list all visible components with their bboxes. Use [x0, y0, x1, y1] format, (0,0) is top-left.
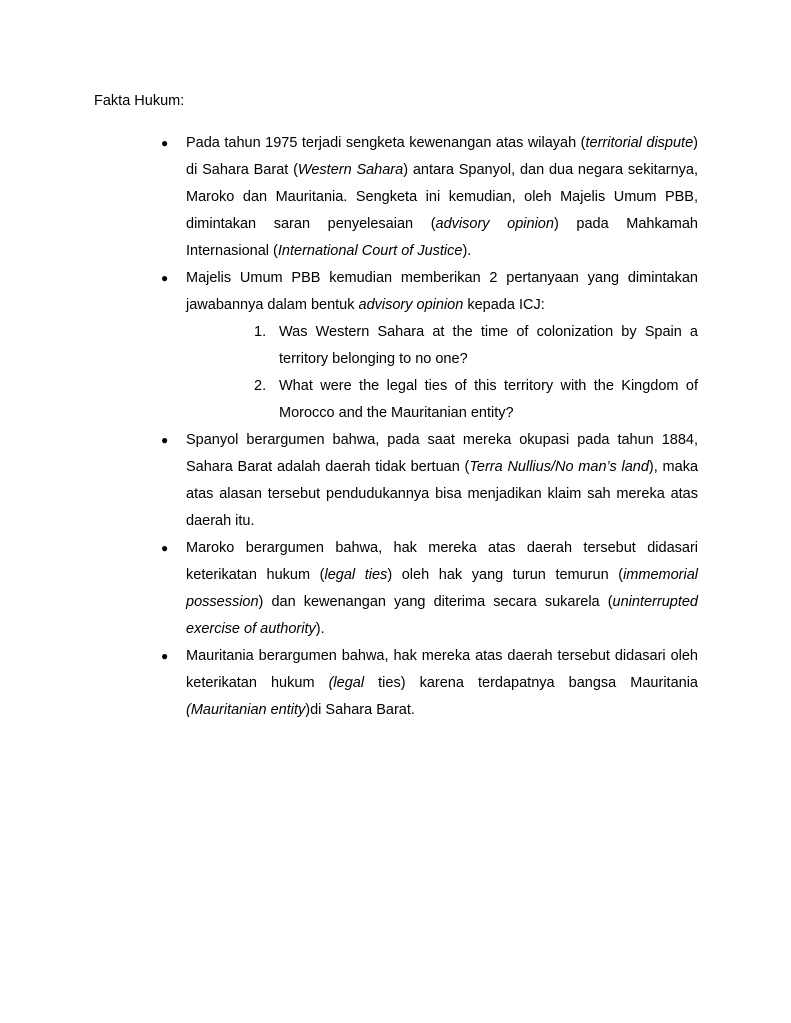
italic-term: Terra Nullius/No man’s land [469, 459, 649, 475]
text-run: )di Sahara Barat. [305, 702, 415, 718]
question-text: What were the legal ties of this territory with the Kingdom of Morocco and the Mauritanian entity? [279, 378, 698, 421]
italic-term: advisory opinion [435, 216, 554, 232]
bullet-text [186, 535, 698, 643]
italic-term: (legal [328, 675, 365, 691]
bullet-dot-icon: ● [161, 541, 169, 555]
bullet-dot-icon: ● [161, 649, 169, 663]
question-list [186, 319, 698, 427]
bullet-text [186, 130, 698, 265]
question-item [254, 319, 698, 373]
text-run: ). [315, 621, 325, 637]
italic-term: International Court of Justice [277, 243, 463, 259]
text-run: ) dan kewenangan yang diterima secara sukarela ( [258, 594, 613, 610]
italic-term: Western Sahara [297, 162, 404, 178]
italic-term: (Mauritanian entity [186, 702, 306, 718]
italic-term: legal ties [324, 567, 388, 583]
text-run: ) antara Spanyol, dan dua negara sekitarnya, Maroko dan Mauritania. Sengketa ini kemudian, oleh Majelis Umum PBB, dimintakan saran penyelesaian ( [186, 162, 698, 232]
italic-term: uninterrupted exercise of authority [186, 594, 698, 637]
text-run: Maroko berargumen bahwa, hak mereka atas daerah tersebut didasari keterikatan hukum ( [186, 540, 698, 583]
text-run: kepada ICJ: [463, 297, 545, 313]
facts-list [161, 130, 699, 724]
text-run: Mauritania berargumen bahwa, hak mereka atas daerah tersebut didasari oleh keterikatan hukum [186, 648, 698, 691]
bullet-text [186, 427, 698, 535]
text-run: ties) karena terdapatnya bangsa Mauritania [364, 675, 698, 691]
question-number: 1. [254, 324, 267, 340]
bullet-text [186, 265, 698, 319]
bullet-item [161, 130, 698, 265]
question-item [254, 373, 698, 427]
bullet-item [161, 643, 698, 724]
text-run: ) oleh hak yang turun temurun ( [387, 567, 624, 583]
bullet-dot-icon: ● [161, 271, 169, 285]
bullet-item [161, 265, 698, 427]
text-run: Majelis Umum PBB kemudian memberikan 2 pertanyaan yang dimintakan jawabannya dalam bentuk [186, 270, 698, 313]
bullet-item [161, 427, 699, 535]
question-number: 2. [254, 378, 267, 394]
question-text: Was Western Sahara at the time of colonization by Spain a territory belonging to no one? [279, 324, 698, 367]
bullet-text [186, 643, 698, 724]
text-run: ), maka atas alasan tersebut pendudukannya bisa menjadikan klaim sah mereka atas daerah itu. [186, 459, 699, 529]
italic-term: territorial dispute [585, 135, 694, 151]
text-run: ). [462, 243, 472, 259]
italic-term: immemorial possession [186, 567, 698, 610]
bullet-dot-icon: ● [161, 433, 169, 447]
italic-term: advisory opinion [358, 297, 464, 313]
text-run: ) pada Mahkamah Internasional ( [186, 216, 698, 259]
text-run: ) di Sahara Barat ( [186, 135, 698, 178]
text-run: Spanyol berargumen bahwa, pada saat mereka okupasi pada tahun 1884, Sahara Barat adalah daerah tidak bertuan ( [186, 432, 698, 475]
bullet-item [161, 535, 698, 643]
bullet-dot-icon: ● [161, 136, 169, 150]
section-heading: Fakta Hukum: [94, 93, 185, 109]
text-run: Pada tahun 1975 terjadi sengketa kewenangan atas wilayah ( [186, 135, 586, 151]
